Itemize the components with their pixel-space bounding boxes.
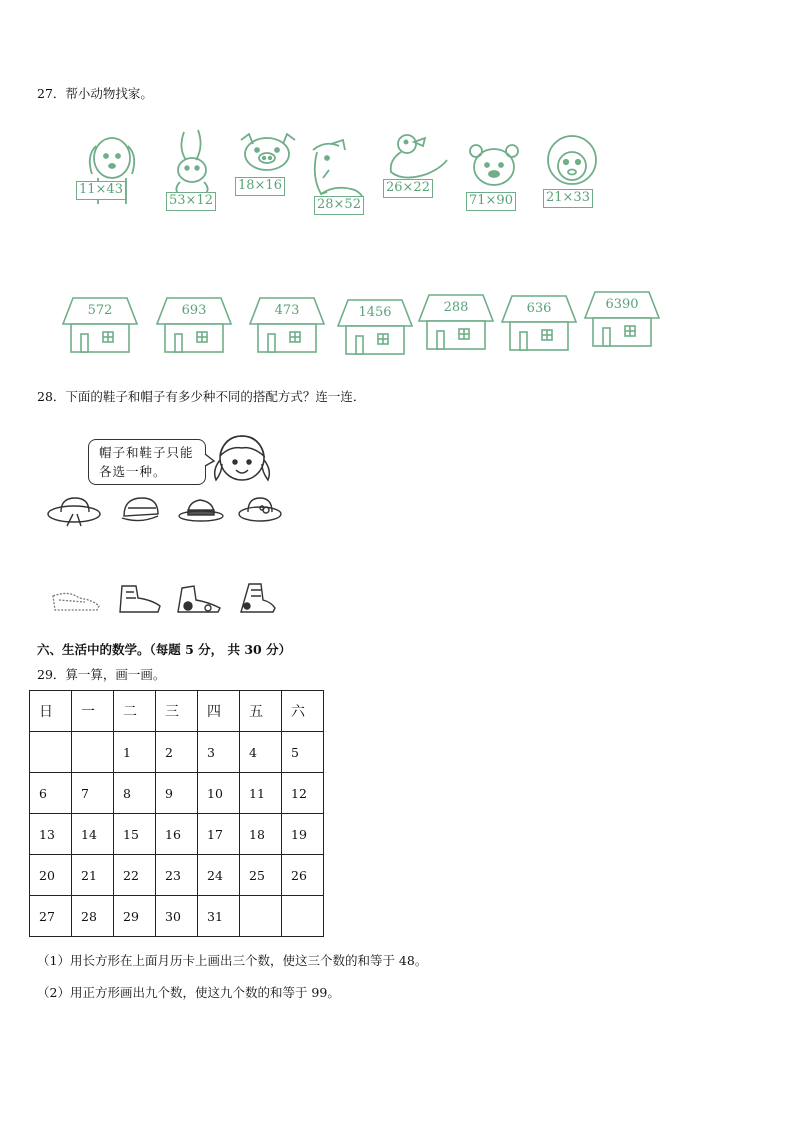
calendar-cell[interactable]: 10 <box>198 773 240 814</box>
animal-duck <box>381 130 451 200</box>
calendar-header-cell: 五 <box>240 691 282 732</box>
calendar-header-row <box>30 691 324 732</box>
calendar-cell[interactable]: 13 <box>30 814 72 855</box>
house-5 <box>417 293 495 351</box>
calendar-row <box>30 896 324 937</box>
q29-sub1: （1）用长方形在上面月历卡上画出三个数，使这三个数的和等于 48。 <box>37 953 428 968</box>
house-2 <box>155 296 233 354</box>
calendar-cell[interactable]: 14 <box>72 814 114 855</box>
house-4 <box>336 298 414 356</box>
shoe-3-icon <box>174 582 228 616</box>
calendar-row <box>30 732 324 773</box>
hat-1-icon <box>45 494 103 530</box>
calendar-cell[interactable] <box>72 732 114 773</box>
calendar-cell[interactable] <box>30 732 72 773</box>
hat-2-icon <box>116 494 164 528</box>
calendar-table <box>29 690 324 937</box>
calendar-cell[interactable]: 22 <box>114 855 156 896</box>
q27-title: 27．帮小动物找家。 <box>37 86 153 101</box>
calendar-row <box>30 855 324 896</box>
rabbit-expression: 53×12 <box>166 192 216 211</box>
calendar-cell[interactable]: 6 <box>30 773 72 814</box>
duck-expression: 26×22 <box>383 179 433 198</box>
house-3 <box>248 296 326 354</box>
calendar-cell[interactable]: 5 <box>282 732 324 773</box>
calendar-cell[interactable]: 21 <box>72 855 114 896</box>
calendar-cell[interactable]: 4 <box>240 732 282 773</box>
calendar-cell[interactable]: 24 <box>198 855 240 896</box>
calendar-cell[interactable]: 23 <box>156 855 198 896</box>
calendar-cell[interactable]: 27 <box>30 896 72 937</box>
animal-goat <box>305 136 375 220</box>
calendar-cell[interactable]: 18 <box>240 814 282 855</box>
calendar-cell[interactable]: 30 <box>156 896 198 937</box>
section-6-title: 六、生活中的数学。（每题 5 分， 共 30 分） <box>37 642 292 657</box>
shoe-2-icon <box>116 582 168 616</box>
calendar-cell[interactable] <box>282 896 324 937</box>
house-1 <box>61 296 139 354</box>
pig-expression: 18×16 <box>235 177 285 196</box>
calendar-cell[interactable]: 25 <box>240 855 282 896</box>
house-number: 636 <box>526 301 552 316</box>
calendar-cell[interactable]: 12 <box>282 773 324 814</box>
animal-rabbit <box>162 126 226 214</box>
shoe-1-icon <box>49 586 103 614</box>
q28-title: 28．下面的鞋子和帽子有多少种不同的搭配方式？连一连． <box>37 389 366 404</box>
calendar-cell[interactable]: 7 <box>72 773 114 814</box>
calendar-cell[interactable]: 9 <box>156 773 198 814</box>
calendar-cell[interactable]: 2 <box>156 732 198 773</box>
house-number: 288 <box>443 300 469 315</box>
house-number: 6390 <box>605 297 639 312</box>
calendar-cell[interactable]: 17 <box>198 814 240 855</box>
animal-bear <box>466 141 528 215</box>
calendar-cell[interactable]: 29 <box>114 896 156 937</box>
calendar-cell[interactable]: 26 <box>282 855 324 896</box>
animal-pig <box>233 130 299 200</box>
speech-bubble <box>88 439 206 485</box>
girl-icon <box>212 430 274 494</box>
hat-3-icon <box>176 496 226 526</box>
calendar-cell[interactable]: 1 <box>114 732 156 773</box>
house-6 <box>500 294 578 352</box>
calendar-header-cell: 日 <box>30 691 72 732</box>
calendar-row <box>30 814 324 855</box>
house-7 <box>583 290 661 348</box>
goat-expression: 28×52 <box>314 196 364 215</box>
calendar-cell[interactable]: 8 <box>114 773 156 814</box>
calendar-cell[interactable]: 15 <box>114 814 156 855</box>
house-number: 693 <box>181 303 207 318</box>
calendar-header-cell: 二 <box>114 691 156 732</box>
calendar-header-cell: 一 <box>72 691 114 732</box>
calendar-cell[interactable] <box>240 896 282 937</box>
calendar-cell[interactable]: 31 <box>198 896 240 937</box>
calendar-cell[interactable]: 3 <box>198 732 240 773</box>
shoe-4-icon <box>235 580 281 616</box>
calendar-cell[interactable]: 20 <box>30 855 72 896</box>
dog-expression: 11×43 <box>76 181 126 200</box>
calendar-cell[interactable]: 11 <box>240 773 282 814</box>
hat-4-icon <box>236 494 284 526</box>
bear-expression: 71×90 <box>466 192 516 211</box>
q29-title: 29．算一算，画一画。 <box>37 667 166 682</box>
calendar-header-cell: 六 <box>282 691 324 732</box>
bubble-line-2: 各选一种。 <box>99 464 167 479</box>
calendar-header-cell: 三 <box>156 691 198 732</box>
bubble-line-1: 帽子和鞋子只能 <box>99 445 194 460</box>
calendar-cell[interactable]: 28 <box>72 896 114 937</box>
calendar-cell[interactable]: 16 <box>156 814 198 855</box>
q29-sub2: （2）用正方形画出九个数，使这九个数的和等于 99。 <box>37 985 340 1000</box>
house-number: 473 <box>274 303 300 318</box>
monkey-expression: 21×33 <box>543 189 593 208</box>
calendar-header-cell: 四 <box>198 691 240 732</box>
house-number: 1456 <box>358 305 392 320</box>
animal-monkey <box>539 134 609 204</box>
house-number: 572 <box>87 303 113 318</box>
calendar-row <box>30 773 324 814</box>
animal-dog <box>76 128 142 210</box>
calendar-cell[interactable]: 19 <box>282 814 324 855</box>
